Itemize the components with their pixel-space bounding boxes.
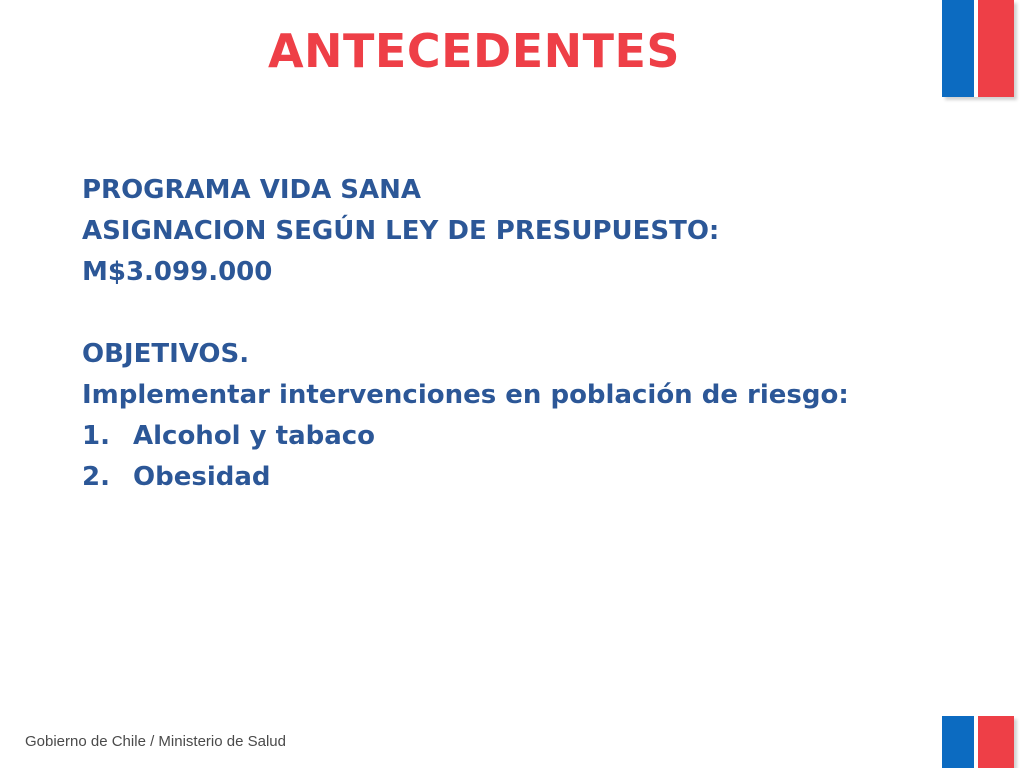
spacer xyxy=(82,293,942,334)
objectives-intro: Implementar intervenciones en población de riesgo: xyxy=(82,380,849,410)
flag-red-stripe xyxy=(978,716,1014,768)
budget-allocation-label: ASIGNACION SEGÚN LEY DE PRESUPUESTO: xyxy=(82,216,720,246)
footer-credit: Gobierno de Chile / Ministerio de Salud xyxy=(25,733,286,750)
slide-body xyxy=(82,170,942,498)
chile-flag-stripes-bottom-icon xyxy=(942,716,1014,768)
program-name: PROGRAMA VIDA SANA xyxy=(82,175,421,205)
objectives-heading: OBJETIVOS. xyxy=(82,339,250,369)
flag-blue-stripe xyxy=(942,0,974,97)
list-item-number: 2. xyxy=(82,462,110,492)
slide-title: ANTECEDENTES xyxy=(267,24,681,78)
list-item-number: 1. xyxy=(82,421,110,451)
list-item xyxy=(82,416,942,457)
flag-blue-stripe xyxy=(942,716,974,768)
budget-amount: M$3.099.000 xyxy=(82,257,273,287)
chile-flag-stripes-top-icon xyxy=(942,0,1014,97)
list-item-text: Obesidad xyxy=(133,462,271,492)
list-item-text: Alcohol y tabaco xyxy=(133,421,376,451)
list-item xyxy=(82,457,942,498)
flag-red-stripe xyxy=(978,0,1014,97)
